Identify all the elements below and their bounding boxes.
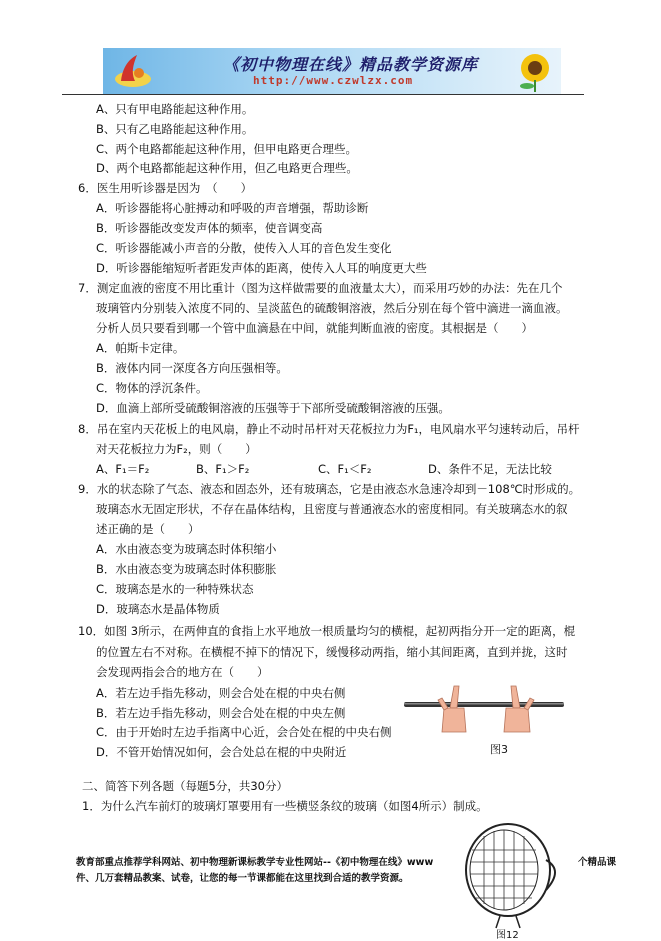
q9-stem-line3: 述正确的是（ ）	[96, 522, 200, 536]
q10-stem-line1: 10．如图 3所示，在两伸直的食指上水平地放一根质量均匀的横棍，起初两指分开一定的距离，棍	[78, 624, 576, 638]
q6-option-a: A．听诊器能将心脏搏动和呼吸的声音增强，帮助诊断	[96, 201, 369, 215]
q5-option-c: C、两个电路都能起这种作用，但甲电路更合理些。	[96, 142, 358, 156]
q6-stem: 6．医生用听诊器是因为 （ ）	[78, 181, 253, 195]
headlamp-figure	[450, 820, 570, 936]
q6-option-b: B．听诊器能改变发声体的频率，使音调变高	[96, 221, 323, 235]
site-logo-icon	[113, 53, 153, 89]
q10-stem-line3: 会发现两指会合的地方在（ ）	[96, 665, 269, 679]
q7-stem-line1: 7．测定血液的密度不用比重计（图为这样做需要的血液量太大），而采用巧妙的办法：先在几个	[78, 281, 563, 295]
banner-title: 《初中物理在线》精品教学资源库	[223, 55, 479, 74]
q5-option-d: D、两个电路都能起这种作用，但乙电路更合理些。	[96, 161, 358, 175]
banner-url[interactable]: http://www.czwlzx.com	[253, 74, 414, 87]
q10-stem-line2: 的位置左右不对称。在横棍不掉下的情况下，缓慢移动两指，缩小其间距离，直到并拢，这时	[96, 645, 568, 659]
q9-option-a: A．水由液态变为玻璃态时体积缩小	[96, 542, 277, 556]
q8-option-d: D、条件不足，无法比较	[428, 462, 552, 476]
q10-option-a: A．若左边手指先移动，则会合处在棍的中央右侧	[96, 686, 346, 700]
section-2-q1: 1．为什么汽车前灯的玻璃灯罩要用有一些横竖条纹的玻璃（如图4所示）制成。	[82, 799, 488, 813]
q8-stem-line2: 对天花板拉力为F₂，则（ ）	[96, 442, 257, 456]
q8-option-a: A、F₁＝F₂	[96, 462, 150, 476]
q7-option-b: B．液体内同一深度各方向压强相等。	[96, 361, 288, 375]
q6-option-d: D．听诊器能缩短听者距发声体的距离，使传入人耳的响度更大些	[96, 261, 427, 275]
q7-stem-line2: 玻璃管内分别装入浓度不同的、呈淡蓝色的硫酸铜溶液，然后分别在每个管中滴进一滴血液。	[96, 301, 568, 315]
q7-option-d: D．血滴上部所受硫酸铜溶液的压强等于下部所受硫酸铜溶液的压强。	[96, 401, 450, 415]
footer-line1-tail: 个精品课	[578, 857, 617, 868]
figure-3-label: 图3	[490, 743, 508, 756]
q5-option-a: A、只有甲电路能起这种作用。	[96, 102, 254, 116]
section-2-heading: 二、简答下列各题（每题5分，共30分）	[82, 779, 288, 793]
q9-option-b: B．水由液态变为玻璃态时体积膨胀	[96, 562, 277, 576]
lamp-figure-label: 图12	[496, 930, 519, 941]
q9-option-d: D．玻璃态水是晶体物质	[96, 602, 220, 616]
q7-option-a: A．帕斯卡定律。	[96, 341, 185, 355]
q9-stem-line1: 9．水的状态除了气态、液态和固态外，还有玻璃态，它是由液态水急速冷却到－108℃时形成的。	[78, 482, 581, 496]
sunflower-icon	[497, 50, 557, 92]
q7-option-c: C．物体的浮沉条件。	[96, 381, 208, 395]
header-rule	[62, 94, 584, 95]
footer-line1: 教育部重点推荐学科网站、初中物理新课标教学专业性网站--《初中物理在线》www	[76, 857, 434, 868]
figure-3-fingers-rod	[400, 680, 570, 740]
q10-option-d: D．不管开始情况如何，会合处总在棍的中央附近	[96, 745, 347, 759]
left-hand-shape	[438, 686, 466, 732]
q5-option-b: B、只有乙电路能起这种作用。	[96, 122, 254, 136]
right-hand-shape	[504, 686, 534, 732]
header-banner	[103, 48, 561, 94]
q6-option-c: C．听诊器能减小声音的分散，使传入人耳的音色发生变化	[96, 241, 392, 255]
q10-option-b: B．若左边手指先移动，则会合处在棍的中央左侧	[96, 706, 346, 720]
q7-stem-line3: 分析人员只要看到哪一个管中血滴悬在中间，就能判断血液的密度。其根据是（ ）	[96, 321, 533, 335]
footer-line2: 件、几万套精品教案、试卷，让您的每一节课都能在这里找到合适的教学资源。	[76, 873, 409, 884]
q8-option-b: B、F₁＞F₂	[196, 462, 250, 476]
q8-stem-line1: 8．吊在室内天花板上的电风扇，静止不动时吊杆对天花板拉力为F₁，电风扇水平匀速转动后，吊杆	[78, 422, 580, 436]
q9-stem-line2: 玻璃态水无固定形状，不存在晶体结构，且密度与普通液态水的密度相同。有关玻璃态水的叙	[96, 502, 568, 516]
q9-option-c: C．玻璃态是水的一种特殊状态	[96, 582, 254, 596]
q10-option-c: C．由于开始时左边手指离中心近，会合处在棍的中央右侧	[96, 725, 392, 739]
q8-option-c: C、F₁＜F₂	[318, 462, 372, 476]
